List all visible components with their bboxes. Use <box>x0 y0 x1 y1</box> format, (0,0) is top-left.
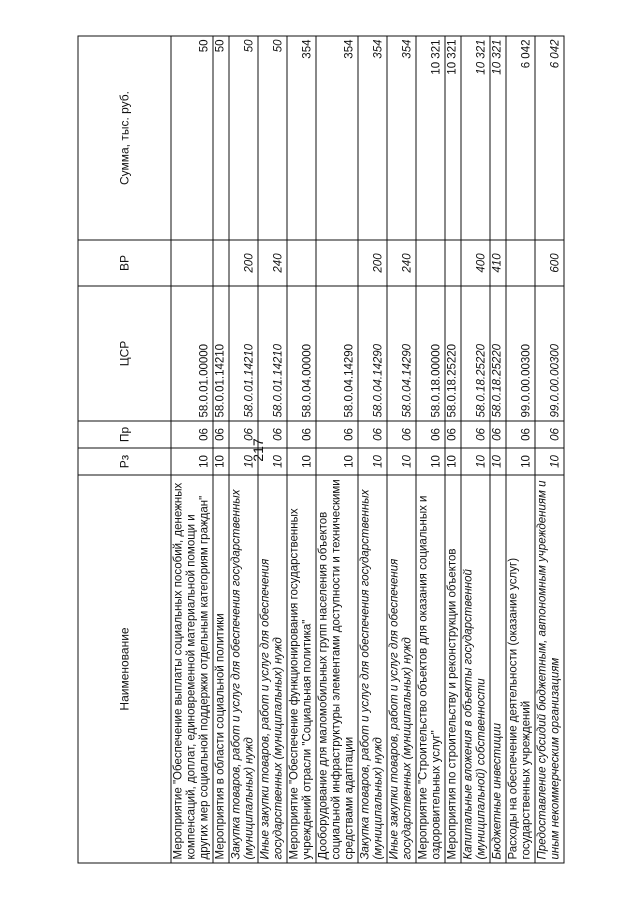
cell-csr: 58.0.18.25220 <box>490 286 506 421</box>
cell-rz: 10 <box>316 448 358 475</box>
cell-pr: 06 <box>287 421 316 448</box>
cell-vr <box>445 240 461 286</box>
header-csr: ЦСР <box>78 286 171 421</box>
table-row <box>506 36 535 863</box>
table-row <box>535 36 564 863</box>
header-rz: Рз <box>78 448 171 475</box>
cell-rz: 10 <box>213 448 229 475</box>
cell-rz: 10 <box>387 448 416 475</box>
table-row <box>229 36 258 863</box>
cell-vr: 240 <box>258 240 287 286</box>
cell-vr <box>171 240 213 286</box>
cell-vr <box>506 240 535 286</box>
header-name: Наименование <box>78 475 171 863</box>
table-row <box>358 36 387 863</box>
cell-rz: 10 <box>445 448 461 475</box>
cell-sum: 50 <box>171 36 213 240</box>
cell-csr: 58.0.04.14290 <box>387 286 416 421</box>
cell-csr: 58.0.01.14210 <box>229 286 258 421</box>
cell-csr: 99.0.00.00300 <box>535 286 564 421</box>
cell-vr <box>213 240 229 286</box>
cell-rz: 10 <box>358 448 387 475</box>
cell-vr: 200 <box>229 240 258 286</box>
cell-csr: 58.0.01.14210 <box>258 286 287 421</box>
cell-pr: 06 <box>316 421 358 448</box>
cell-csr: 58.0.18.25220 <box>461 286 490 421</box>
cell-sum: 50 <box>258 36 287 240</box>
cell-name: Мероприятия по строительству и реконструкции объектов <box>445 475 461 863</box>
cell-sum: 50 <box>213 36 229 240</box>
cell-pr: 06 <box>229 421 258 448</box>
cell-sum: 10 321 <box>490 36 506 240</box>
cell-sum: 354 <box>316 36 358 240</box>
cell-pr: 06 <box>461 421 490 448</box>
cell-sum: 10 321 <box>445 36 461 240</box>
cell-pr: 06 <box>387 421 416 448</box>
cell-rz: 10 <box>535 448 564 475</box>
cell-csr: 58.0.04.14290 <box>358 286 387 421</box>
cell-name: Иные закупки товаров, работ и услуг для обеспечения государственных (муниципальных) нужд <box>387 475 416 863</box>
cell-pr: 06 <box>213 421 229 448</box>
cell-sum: 50 <box>229 36 258 240</box>
cell-csr: 58.0.04.00000 <box>287 286 316 421</box>
cell-name: Бюджетные инвестиции <box>490 475 506 863</box>
cell-sum: 354 <box>387 36 416 240</box>
cell-pr: 06 <box>416 421 445 448</box>
cell-sum: 10 321 <box>416 36 445 240</box>
cell-name: Капитальные вложения в объекты государственной (муниципальной) собственности <box>461 475 490 863</box>
table-row <box>287 36 316 863</box>
cell-name: Иные закупки товаров, работ и услуг для обеспечения государственных (муниципальных) нужд <box>258 475 287 863</box>
cell-sum: 354 <box>358 36 387 240</box>
table-row <box>490 36 506 863</box>
cell-name: Мероприятия в области социальной политики <box>213 475 229 863</box>
budget-table-sheet <box>78 37 598 864</box>
cell-csr: 58.0.01.00000 <box>171 286 213 421</box>
cell-sum: 354 <box>287 36 316 240</box>
cell-sum: 6 042 <box>535 36 564 240</box>
table-row <box>445 36 461 863</box>
table-row <box>258 36 287 863</box>
cell-vr: 200 <box>358 240 387 286</box>
cell-name: Закупка товаров, работ и услуг для обеспечения государственных (муниципальных) нужд <box>358 475 387 863</box>
cell-sum: 6 042 <box>506 36 535 240</box>
cell-pr: 06 <box>258 421 287 448</box>
cell-rz: 10 <box>416 448 445 475</box>
cell-vr <box>316 240 358 286</box>
table-row <box>213 36 229 863</box>
cell-pr: 06 <box>535 421 564 448</box>
table-row <box>416 36 445 863</box>
cell-rz: 10 <box>258 448 287 475</box>
table-row <box>316 36 358 863</box>
cell-rz: 10 <box>171 448 213 475</box>
cell-vr <box>287 240 316 286</box>
cell-rz: 10 <box>506 448 535 475</box>
table-row <box>171 36 213 863</box>
cell-csr: 58.0.18.00000 <box>416 286 445 421</box>
cell-name: Закупка товаров, работ и услуг для обеспечения государственных (муниципальных) нужд <box>229 475 258 863</box>
cell-vr: 400 <box>461 240 490 286</box>
cell-name: Мероприятие "Обеспечение выплаты социальных пособий, денежных компенсаций, доплат, единовременной материальной помощи и других мер социальной поддержки отдельным категориям граждан" <box>171 475 213 863</box>
page-number: 217 <box>250 438 266 462</box>
cell-pr: 06 <box>506 421 535 448</box>
cell-name: Дооборудование для маломобильных групп населения объектов социальной инфраструктуры элементами доступности и техническими средствами адаптации <box>316 475 358 863</box>
cell-name: Мероприятие "Строительство объектов для оказания социальных и оздоровительных услуг" <box>416 475 445 863</box>
table-row <box>461 36 490 863</box>
cell-vr <box>416 240 445 286</box>
cell-rz: 10 <box>287 448 316 475</box>
cell-pr: 06 <box>445 421 461 448</box>
cell-pr: 06 <box>490 421 506 448</box>
cell-csr: 58.0.04.14290 <box>316 286 358 421</box>
header-pr: Пр <box>78 421 171 448</box>
cell-name: Предоставление субсидий бюджетным, автономным учреждениям и иным некоммерческим организациям <box>535 475 564 863</box>
table-row <box>387 36 416 863</box>
cell-csr: 58.0.01.14210 <box>213 286 229 421</box>
cell-csr: 58.0.18.25220 <box>445 286 461 421</box>
budget-table <box>78 36 565 864</box>
cell-rz: 10 <box>461 448 490 475</box>
cell-rz: 10 <box>229 448 258 475</box>
cell-vr: 600 <box>535 240 564 286</box>
cell-vr: 240 <box>387 240 416 286</box>
cell-vr: 410 <box>490 240 506 286</box>
table-header-row <box>78 36 171 863</box>
cell-pr: 06 <box>171 421 213 448</box>
cell-name: Расходы на обеспечение деятельности (оказание услуг) государственных учреждений <box>506 475 535 863</box>
cell-sum: 10 321 <box>461 36 490 240</box>
cell-pr: 06 <box>358 421 387 448</box>
cell-name: Мероприятие "Обеспечение функционирования государственных учреждений отрасли "Социальная политика" <box>287 475 316 863</box>
header-sum: Сумма, тыс. руб. <box>78 36 171 240</box>
header-vr: ВР <box>78 240 171 286</box>
cell-rz: 10 <box>490 448 506 475</box>
cell-csr: 99.0.00.00300 <box>506 286 535 421</box>
